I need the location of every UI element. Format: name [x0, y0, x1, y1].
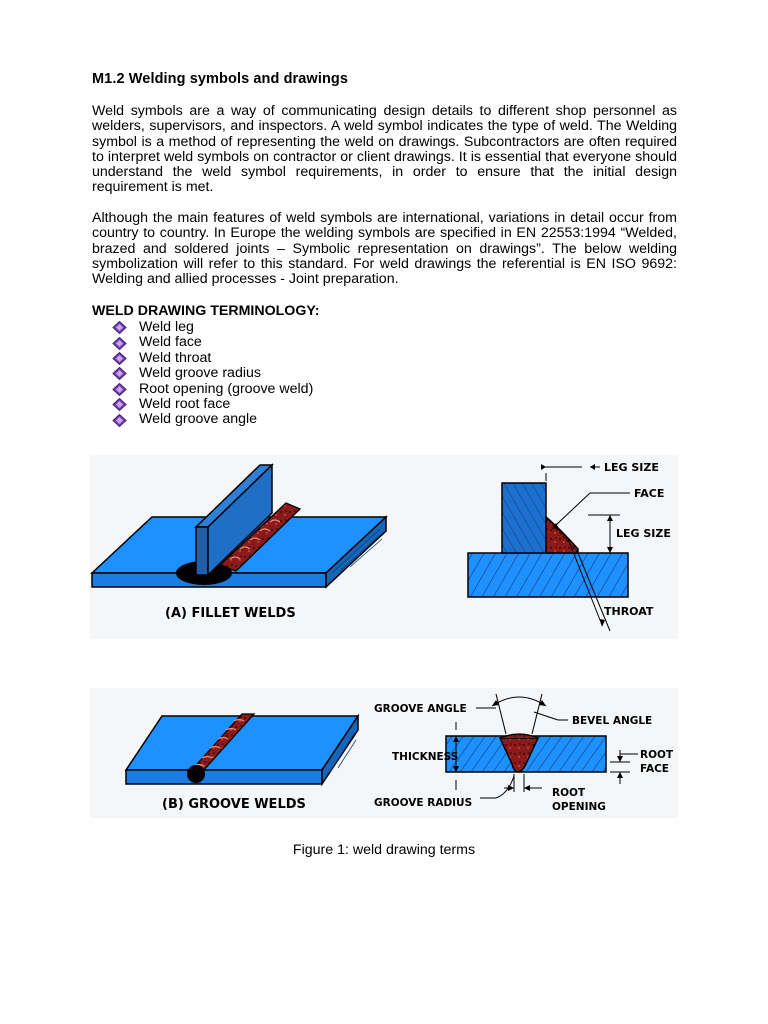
- term-label: Weld leg: [139, 319, 194, 335]
- term-label: Weld face: [139, 334, 202, 351]
- standards-paragraph: Although the main features of weld symbols are international, variations in detail occur from country to country. In Europe the welding symbols are specified in EN 22553:1994 “Welded, brazed and soldered joints – Symbolic representation on drawings”. The below welding symbolization will refer to this standard. For weld drawings the referential is EN ISO 9692: Welding and allied processes - Joint preparation.: [92, 210, 677, 288]
- section-title: M1.2 Welding symbols and drawings: [92, 71, 349, 87]
- list-item: [112, 412, 313, 427]
- diamond-bullet-icon: [112, 321, 127, 334]
- diamond-bullet-icon: [112, 367, 127, 380]
- groove-caption: (B) GROOVE WELDS: [162, 797, 306, 812]
- fillet-welds-figure: [90, 455, 678, 639]
- bevel-angle-label: BEVEL ANGLE: [572, 715, 653, 727]
- list-item: [112, 397, 313, 412]
- throat-label: THROAT: [604, 605, 654, 618]
- diamond-bullet-icon: [112, 398, 127, 411]
- root-face-label-1: ROOT: [640, 749, 674, 761]
- thickness-label: THICKNESS: [392, 751, 459, 763]
- groove-radius-label: GROOVE RADIUS: [374, 797, 473, 809]
- terminology-list: [112, 320, 313, 428]
- list-item: [112, 335, 313, 350]
- list-item: [112, 382, 313, 397]
- groove-3d-sketch: [126, 714, 358, 784]
- term-label: Weld throat: [139, 349, 212, 366]
- diamond-bullet-icon: [112, 352, 127, 365]
- leg-size-side-label: LEG SIZE: [616, 527, 671, 540]
- term-label: Weld groove radius: [139, 365, 261, 382]
- figure-caption: Figure 1: weld drawing terms: [292, 842, 476, 858]
- term-label: Root opening (groove weld): [139, 380, 314, 397]
- list-item: [112, 351, 313, 366]
- diamond-bullet-icon: [112, 383, 127, 396]
- root-opening-label-2: OPENING: [552, 801, 606, 813]
- term-label: Weld groove angle: [139, 411, 258, 428]
- root-face-label-2: FACE: [640, 763, 669, 775]
- groove-angle-label: GROOVE ANGLE: [374, 703, 467, 715]
- leg-size-top-label: LEG SIZE: [604, 461, 659, 474]
- diamond-bullet-icon: [112, 414, 127, 427]
- intro-paragraph: Weld symbols are a way of communicating design details to different shop personnel as welders, supervisors, and inspectors. A weld symbol indicates the type of weld. The Welding symbol is a method of representing the weld on drawings. Subcontractors are often required to interpret weld symbols on contractor or client drawings. It is essential that everyone should understand the weld symbol requirements, in order to ensure that the initial design requirement is met.: [92, 103, 677, 196]
- diamond-bullet-icon: [112, 337, 127, 350]
- term-label: Weld root face: [139, 395, 231, 412]
- root-opening-label-1: ROOT: [552, 787, 586, 799]
- list-item: [112, 320, 313, 335]
- list-item: [112, 366, 313, 381]
- groove-welds-figure: [90, 688, 678, 818]
- fillet-caption: (A) FILLET WELDS: [165, 606, 296, 621]
- terminology-heading: WELD DRAWING TERMINOLOGY:: [92, 303, 320, 319]
- face-label: FACE: [634, 487, 665, 500]
